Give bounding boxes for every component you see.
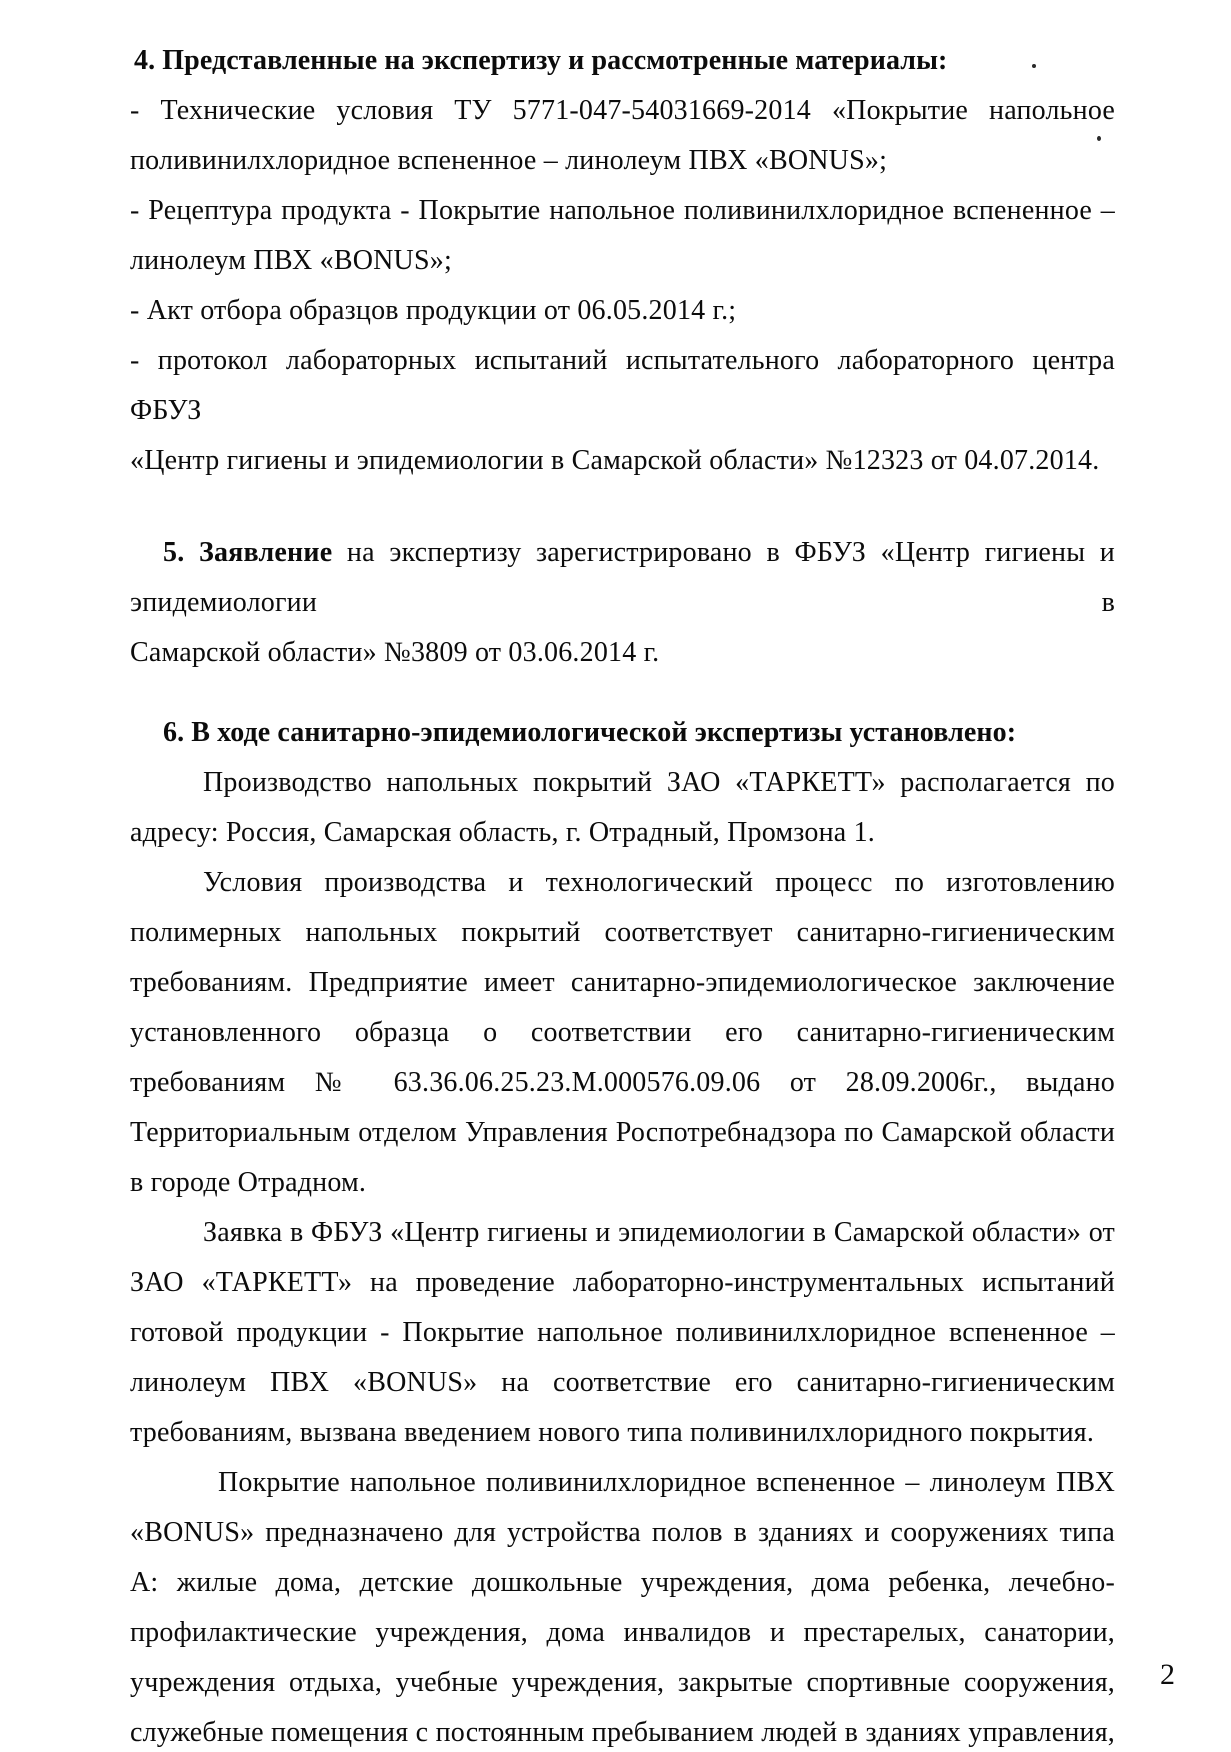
- plain-text: - Акт отбора образцов продукции от 06.05.2014 г.;: [130, 295, 737, 326]
- scan-artifact-dot: [1032, 64, 1036, 68]
- text-line: [130, 186, 1115, 236]
- plain-text: «Центр гигиены и эпидемиологии в Самарской области» №12323 от 04.07.2014.: [130, 445, 1100, 476]
- plain-text: требованиям. Предприятие имеет санитарно-эпидемиологическое заключение: [130, 967, 1115, 998]
- text-line: [130, 1258, 1115, 1308]
- section-5-statement: [130, 528, 1115, 678]
- text-line: [130, 136, 1115, 186]
- section-6-heading: [130, 708, 1115, 758]
- para-production-location: [130, 758, 1115, 858]
- text-line: [130, 1358, 1115, 1408]
- text-line: [130, 236, 1115, 286]
- text-line: [130, 1658, 1115, 1708]
- text-line: [130, 808, 1115, 858]
- plain-text: 4. Представленные на экспертизу и рассмотренные материалы:: [134, 45, 948, 76]
- text-line: [130, 528, 1115, 628]
- document-text-content: [130, 36, 1115, 1752]
- text-line: [130, 1458, 1115, 1508]
- plain-text: служебные помещения с постоянным пребыванием людей в зданиях управления,: [130, 1717, 1115, 1748]
- text-line: [130, 86, 1115, 136]
- plain-text: 6. В ходе санитарно-эпидемиологической экспертизы установлено:: [163, 717, 1017, 748]
- page-number: 2: [1160, 1658, 1175, 1691]
- text-line: [130, 36, 1115, 86]
- text-line: [130, 628, 1115, 678]
- text-line: [130, 1508, 1115, 1558]
- text-line: [130, 336, 1115, 436]
- text-line: [130, 858, 1115, 908]
- plain-text: линолеум ПВХ «BONUS»;: [130, 245, 452, 276]
- plain-text: - Рецептура продукта - Покрытие напольное поливинилхлоридное вспененное –: [130, 195, 1115, 226]
- bold-text: 5. Заявление: [163, 537, 333, 568]
- plain-text: Производство напольных покрытий ЗАО «ТАРКЕТТ» располагается по: [203, 767, 1115, 798]
- plain-text: в городе Отрадном.: [130, 1167, 367, 1198]
- plain-text: - протокол лабораторных испытаний испытательного лабораторного центра ФБУЗ: [130, 345, 1115, 426]
- text-line: [130, 708, 1115, 758]
- plain-text: «BONUS» предназначено для устройства полов в зданиях и сооружениях типа: [130, 1517, 1115, 1548]
- plain-text: готовой продукции - Покрытие напольное поливинилхлоридное вспененное –: [130, 1317, 1115, 1348]
- plain-text: установленного образца о соответствии его санитарно-гигиеническим: [130, 1017, 1115, 1048]
- text-line: [130, 1158, 1115, 1208]
- text-line: [130, 1008, 1115, 1058]
- material-item-recipe: [130, 186, 1115, 286]
- plain-text: поливинилхлоридное вспененное – линолеум ПВХ «BONUS»;: [130, 145, 888, 176]
- plain-text: полимерных напольных покрытий соответствует санитарно-гигиеническим: [130, 917, 1115, 948]
- plain-text: требованиям № 63.36.06.25.23.М.000576.09.06 от 28.09.2006г., выдано: [130, 1067, 1115, 1098]
- text-line: [130, 1308, 1115, 1358]
- text-line: [130, 1608, 1115, 1658]
- material-item-lab-protocol: [130, 336, 1115, 486]
- plain-text: профилактические учреждения, дома инвалидов и престарелых, санатории,: [130, 1617, 1115, 1648]
- text-line: [130, 1058, 1115, 1108]
- text-line: [130, 1708, 1115, 1752]
- section-4-heading: [130, 36, 1115, 86]
- text-line: [130, 286, 1115, 336]
- plain-text: Территориальным отделом Управления Роспотребнадзора по Самарской области: [130, 1117, 1115, 1148]
- scan-artifact-dot: [1097, 136, 1101, 141]
- text-line: [130, 1408, 1115, 1458]
- para-application-request: [130, 1208, 1115, 1458]
- plain-text: адресу: Россия, Самарская область, г. Отрадный, Промзона 1.: [130, 817, 876, 848]
- para-production-conditions: [130, 858, 1115, 1208]
- plain-text: Заявка в ФБУЗ «Центр гигиены и эпидемиологии в Самарской области» от: [203, 1217, 1115, 1248]
- plain-text: Условия производства и технологический процесс по изготовлению: [203, 867, 1115, 898]
- plain-text: Покрытие напольное поливинилхлоридное вспененное – линолеум ПВХ: [218, 1467, 1115, 1498]
- plain-text: Самарской области» №3809 от 03.06.2014 г.: [130, 637, 660, 668]
- plain-text: ЗАО «ТАРКЕТТ» на проведение лабораторно-инструментальных испытаний: [130, 1267, 1115, 1298]
- text-line: [130, 958, 1115, 1008]
- text-line: [130, 1558, 1115, 1608]
- para-product-purpose: [130, 1458, 1115, 1752]
- plain-text: линолеум ПВХ «BONUS» на соответствие его санитарно-гигиеническим: [130, 1367, 1115, 1398]
- material-item-technical-conditions: [130, 86, 1115, 186]
- text-line: [130, 758, 1115, 808]
- text-line: [130, 436, 1115, 486]
- plain-text: - Технические условия ТУ 5771-047-54031669-2014 «Покрытие напольное: [130, 95, 1115, 126]
- plain-text: учреждения отдыха, учебные учреждения, закрытые спортивные сооружения,: [130, 1667, 1115, 1698]
- plain-text: А: жилые дома, детские дошкольные учреждения, дома ребенка, лечебно-: [130, 1567, 1115, 1598]
- plain-text: требованиям, вызвана введением нового типа поливинилхлоридного покрытия.: [130, 1417, 1095, 1448]
- text-line: [130, 908, 1115, 958]
- text-line: [130, 1108, 1115, 1158]
- text-line: [130, 1208, 1115, 1258]
- plain-text: на экспертизу зарегистрировано в ФБУЗ «Центр гигиены и эпидемиологии в: [130, 537, 1115, 618]
- material-item-sampling-act: [130, 286, 1115, 336]
